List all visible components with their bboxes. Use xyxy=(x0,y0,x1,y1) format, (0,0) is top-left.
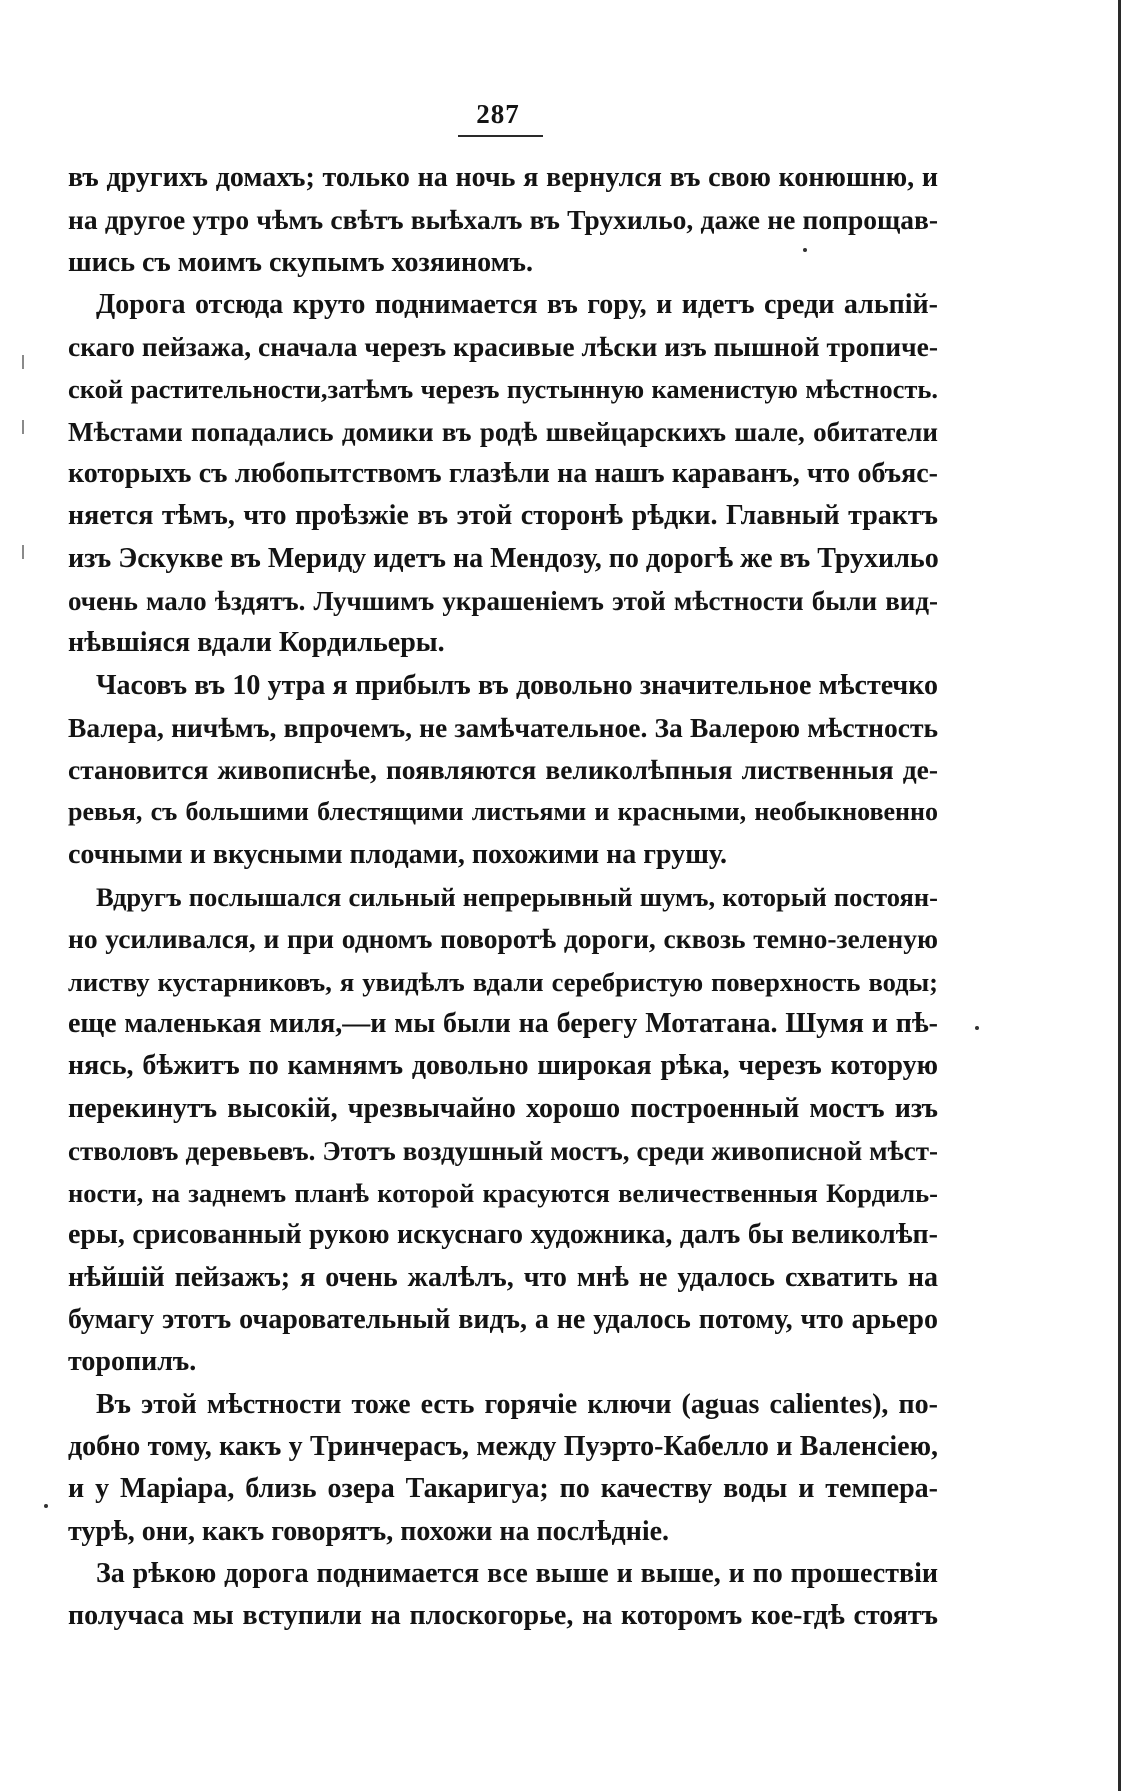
text-line: Въ этой мѣстности тоже есть горячіе ключи (aguas calientes), по- xyxy=(96,1388,938,1420)
text-line: изъ Эскуквe въ Мериду идетъ на Мендозу, по дорогѣ же въ Трухильо xyxy=(68,542,939,574)
text-line: очень мало ѣздятъ. Лучшимъ украшеніемъ этой мѣстности были вид- xyxy=(68,585,938,616)
text-line: и у Маріара, близь озера Такаригуа; по качеству воды и темпера- xyxy=(68,1473,938,1505)
scan-edge-mark xyxy=(22,355,24,369)
text-line: торопилъ. xyxy=(68,1346,197,1378)
text-line: нѣйшій пейзажъ; я очень жалѣлъ, что мнѣ не удалось схватить на xyxy=(68,1261,938,1293)
scan-speck xyxy=(44,1504,48,1508)
text-line: на другое утро чѣмъ свѣтъ выѣхалъ въ Трухильо, даже не попрощав- xyxy=(68,204,938,236)
page-edge-shadow xyxy=(1118,0,1121,1791)
text-line: еще маленькая миля,—и мы были на берегу Мотатана. Шумя и пѣ- xyxy=(68,1007,938,1039)
text-line: нясь, бѣжитъ по камнямъ довольно широкая рѣка, черезъ которую xyxy=(68,1050,938,1082)
text-line: въ другихъ домахъ; только на ночь я вернулся въ свою конюшню, и xyxy=(68,162,938,193)
text-line: ской растительности,затѣмъ черезъ пустынную каменистую мѣстность. xyxy=(68,374,938,405)
text-line: стволовъ деревьевъ. Этотъ воздушный мостъ, среди живописной мѣст- xyxy=(68,1135,938,1166)
scan-edge-mark xyxy=(22,545,24,559)
text-line: становится живописнѣе, появляются великолѣпныя лиственныя де- xyxy=(68,754,938,786)
body-text xyxy=(68,157,938,1637)
text-line: но усиливался, и при одномъ поворотѣ дороги, сквозь темно-зеленую xyxy=(68,923,938,955)
scan-speck xyxy=(803,248,807,252)
text-line: ревья, съ большими блестящими листьями и красными, необыкновенно xyxy=(68,797,938,827)
text-line: бумагу этотъ очаровательный видъ, а не удалось потому, что арьеро xyxy=(68,1304,938,1336)
text-line: няется тѣмъ, что проѣзжіе въ этой сторонѣ рѣдки. Главный трактъ xyxy=(68,500,938,532)
text-line: получаса мы вступили на плоскогорье, на которомъ кое-гдѣ стоятъ xyxy=(68,1600,938,1632)
text-line: еры, срисованный рукою искуснаго художника, далъ бы великолѣп- xyxy=(68,1219,938,1251)
text-line: скаго пейзажа, сначала черезъ красивые лѣски изъ пышной тропиче- xyxy=(68,331,938,363)
text-line: За рѣкою дорога поднимается все выше и выше, и по прошествіи xyxy=(96,1557,938,1589)
text-line: ности, на заднемъ планѣ которой красуются величественныя Кордиль- xyxy=(68,1178,938,1209)
text-line: сочными и вкусными плодами, похожими на грушу. xyxy=(68,838,728,870)
text-line: нѣвшіяся вдали Кордильеры. xyxy=(68,627,445,659)
text-line: листву кустарниковъ, я увидѣлъ вдали серебристую поверхность воды; xyxy=(68,966,938,997)
text-line: перекинутъ высокій, чрезвычайно хорошо построенный мостъ изъ xyxy=(68,1092,938,1124)
page-number-rule xyxy=(458,135,543,137)
text-line: добно тому, какъ у Тринчерасъ, между Пуэрто-Кабелло и Валенсіею, xyxy=(68,1430,938,1462)
text-line: Часовъ въ 10 утра я прибылъ въ довольно значительное мѣстечко xyxy=(96,669,938,701)
text-line: шись съ моимъ скупымъ хозяиномъ. xyxy=(68,246,534,278)
text-line: которыхъ съ любопытствомъ глазѣли на нашъ караванъ, что объяс- xyxy=(68,458,938,490)
text-line: Валера, ничѣмъ, впрочемъ, не замѣчательное. За Валерою мѣстность xyxy=(68,711,938,743)
scan-edge-mark xyxy=(22,420,24,434)
text-line: Дорога отсюда круто поднимается въ гору, и идетъ среди альпій- xyxy=(96,288,938,320)
text-line: Мѣстами попадались домики въ родѣ швейцарскихъ шале, обитатели xyxy=(68,416,938,447)
text-line: турѣ, они, какъ говорятъ, похожи на послѣдніе. xyxy=(68,1515,670,1547)
text-line: Вдругъ послышался сильный непрерывный шумъ, который постоян- xyxy=(96,882,938,913)
page-number: 287 xyxy=(476,99,520,129)
scan-speck xyxy=(975,1026,979,1030)
